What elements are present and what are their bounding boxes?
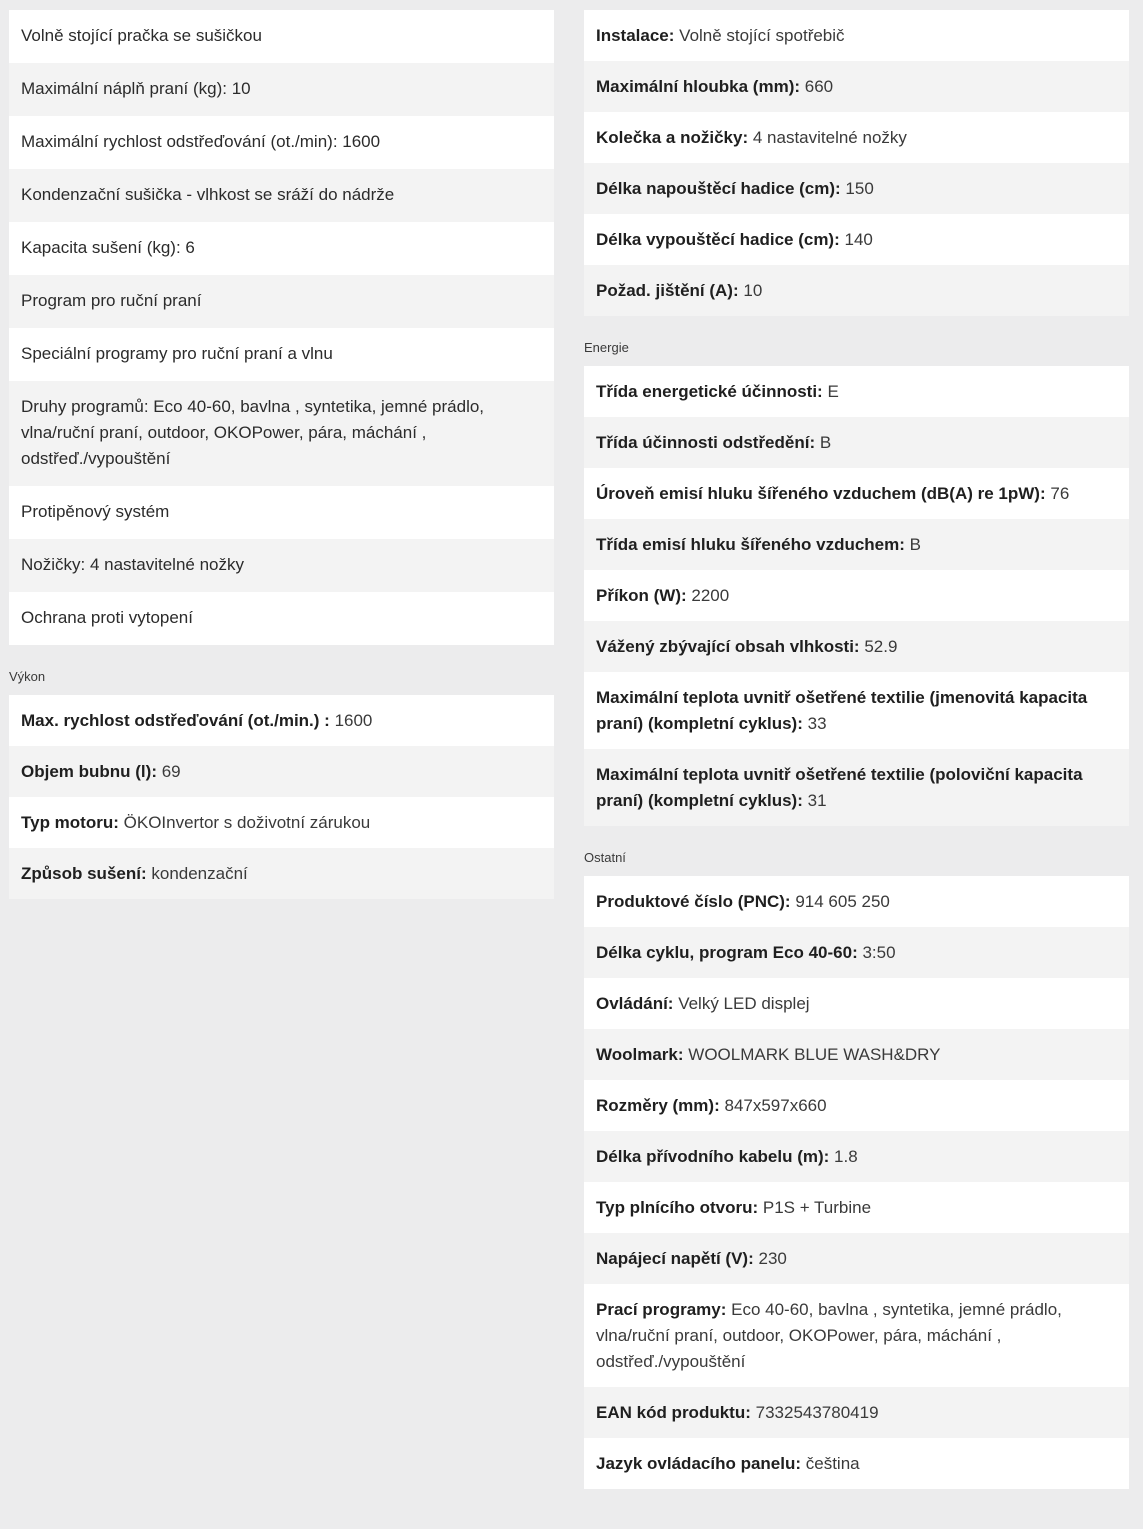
spec-key: Třída účinnosti odstředění: [596, 433, 816, 452]
spec-row [584, 749, 1129, 826]
spec-key: Délka přívodního kabelu (m): [596, 1147, 830, 1166]
spec-key: Objem bubnu (l): [21, 762, 157, 781]
features-list [9, 10, 554, 645]
spec-value: 230 [758, 1249, 787, 1268]
feature-item: Protipěnový systém [9, 486, 554, 539]
spec-row [584, 1387, 1129, 1438]
spec-key: Vážený zbývající obsah vlhkosti: [596, 637, 860, 656]
spec-value: Eco 40-60, bavlna , syntetika, jemné prádlo, vlna/ruční praní, outdoor, OKOPower, pára, máchání , odstřeď./vypouštění [596, 1300, 1062, 1371]
spec-row [584, 61, 1129, 112]
spec-key: Třída energetické účinnosti: [596, 382, 823, 401]
spec-key: Typ motoru: [21, 813, 119, 832]
spec-key: EAN kód produktu: [596, 1403, 751, 1422]
spec-key: Délka cyklu, program Eco 40-60: [596, 943, 858, 962]
spec-key: Délka vypouštěcí hadice (cm): [596, 230, 840, 249]
spec-row [584, 672, 1129, 749]
spec-value: čeština [805, 1454, 860, 1473]
right-column [584, 10, 1129, 1489]
spec-row [9, 746, 554, 797]
spec-value: 1.8 [834, 1147, 858, 1166]
feature-item: Program pro ruční praní [9, 275, 554, 328]
spec-row [584, 163, 1129, 214]
feature-item: Ochrana proti vytopení [9, 592, 554, 645]
spec-row [9, 848, 554, 899]
spec-value: WOOLMARK BLUE WASH&DRY [688, 1045, 941, 1064]
spec-value: 31 [807, 791, 827, 810]
spec-key: Maximální teplota uvnitř ošetřené textilie (poloviční kapacita praní) (kompletní cyklus): [596, 765, 1083, 810]
feature-item: Speciální programy pro ruční praní a vlnu [9, 328, 554, 381]
spec-key: Woolmark: [596, 1045, 684, 1064]
spec-row [584, 1182, 1129, 1233]
ostatni-spec-list [584, 876, 1129, 1489]
spec-value: P1S + Turbine [762, 1198, 872, 1217]
spec-row [584, 366, 1129, 417]
spec-row [584, 112, 1129, 163]
spec-key: Příkon (W): [596, 586, 687, 605]
energie-spec-list [584, 366, 1129, 826]
feature-item: Maximální náplň praní (kg): 10 [9, 63, 554, 116]
spec-value: Velký LED displej [678, 994, 810, 1013]
spec-value: 3:50 [862, 943, 896, 962]
spec-row [584, 265, 1129, 316]
spec-key: Požad. jištění (A): [596, 281, 739, 300]
spec-value: 10 [743, 281, 763, 300]
spec-key: Délka napouštěcí hadice (cm): [596, 179, 841, 198]
section-title-energie: Energie [584, 340, 629, 355]
spec-value: 4 nastavitelné nožky [752, 128, 907, 147]
spec-key: Jazyk ovládacího panelu: [596, 1454, 802, 1473]
spec-value: 76 [1050, 484, 1070, 503]
spec-value: 52.9 [864, 637, 898, 656]
spec-key: Instalace: [596, 26, 675, 45]
spec-key: Kolečka a nožičky: [596, 128, 749, 147]
feature-item: Kondenzační sušička - vlhkost se sráží do nádrže [9, 169, 554, 222]
spec-row [584, 570, 1129, 621]
spec-row [9, 695, 554, 746]
spec-key: Typ plnícího otvoru: [596, 1198, 759, 1217]
spec-row [584, 1131, 1129, 1182]
spec-row [9, 797, 554, 848]
spec-row [584, 10, 1129, 61]
feature-item: Druhy programů: Eco 40-60, bavlna , syntetika, jemné prádlo, vlna/ruční praní, outdoor, OKOPower, pára, máchání , odstřeď./vypouštění [9, 381, 554, 486]
spec-key: Způsob sušení: [21, 864, 147, 883]
spec-value: 7332543780419 [755, 1403, 879, 1422]
spec-row [584, 1233, 1129, 1284]
spec-key: Třída emisí hluku šířeného vzduchem: [596, 535, 905, 554]
spec-value: 914 605 250 [795, 892, 890, 911]
spec-value: 2200 [691, 586, 730, 605]
spec-value: 69 [161, 762, 181, 781]
spec-row [584, 214, 1129, 265]
spec-value: kondenzační [151, 864, 248, 883]
feature-item: Volně stojící pračka se sušičkou [9, 10, 554, 63]
section-title-ostatni: Ostatní [584, 850, 626, 865]
spec-key: Maximální hloubka (mm): [596, 77, 801, 96]
spec-row [584, 621, 1129, 672]
spec-key: Prací programy: [596, 1300, 727, 1319]
spec-key: Rozměry (mm): [596, 1096, 720, 1115]
vykon-spec-list [9, 695, 554, 899]
spec-row [584, 927, 1129, 978]
spec-row [584, 417, 1129, 468]
spec-key: Maximální teplota uvnitř ošetřené textilie (jmenovitá kapacita praní) (kompletní cyklus): [596, 688, 1088, 733]
spec-key: Napájecí napětí (V): [596, 1249, 754, 1268]
spec-row [584, 468, 1129, 519]
feature-item: Kapacita sušení (kg): 6 [9, 222, 554, 275]
spec-key: Max. rychlost odstřeďování (ot./min.) : [21, 711, 330, 730]
spec-value: 140 [844, 230, 873, 249]
spec-row [584, 1080, 1129, 1131]
left-column [9, 10, 554, 899]
spec-row [584, 978, 1129, 1029]
instalace-spec-list [584, 10, 1129, 316]
spec-value: 33 [807, 714, 827, 733]
spec-value: 847x597x660 [724, 1096, 827, 1115]
spec-value: B [819, 433, 832, 452]
spec-key: Úroveň emisí hluku šířeného vzduchem (dB(A) re 1pW): [596, 484, 1046, 503]
spec-value: Volně stojící spotřebič [679, 26, 845, 45]
section-title-vykon: Výkon [9, 669, 46, 684]
spec-value: ÖKOInvertor s doživotní zárukou [123, 813, 371, 832]
spec-row [584, 1284, 1129, 1387]
spec-value: B [909, 535, 921, 554]
spec-key: Produktové číslo (PNC): [596, 892, 791, 911]
spec-key: Ovládání: [596, 994, 674, 1013]
feature-item: Nožičky: 4 nastavitelné nožky [9, 539, 554, 592]
spec-value: 660 [804, 77, 834, 96]
spec-value: E [827, 382, 839, 401]
spec-row [584, 1029, 1129, 1080]
spec-row [584, 1438, 1129, 1489]
spec-row [584, 876, 1129, 927]
spec-value: 1600 [334, 711, 373, 730]
feature-item: Maximální rychlost odstřeďování (ot./min): 1600 [9, 116, 554, 169]
spec-value: 150 [845, 179, 874, 198]
spec-row [584, 519, 1129, 570]
